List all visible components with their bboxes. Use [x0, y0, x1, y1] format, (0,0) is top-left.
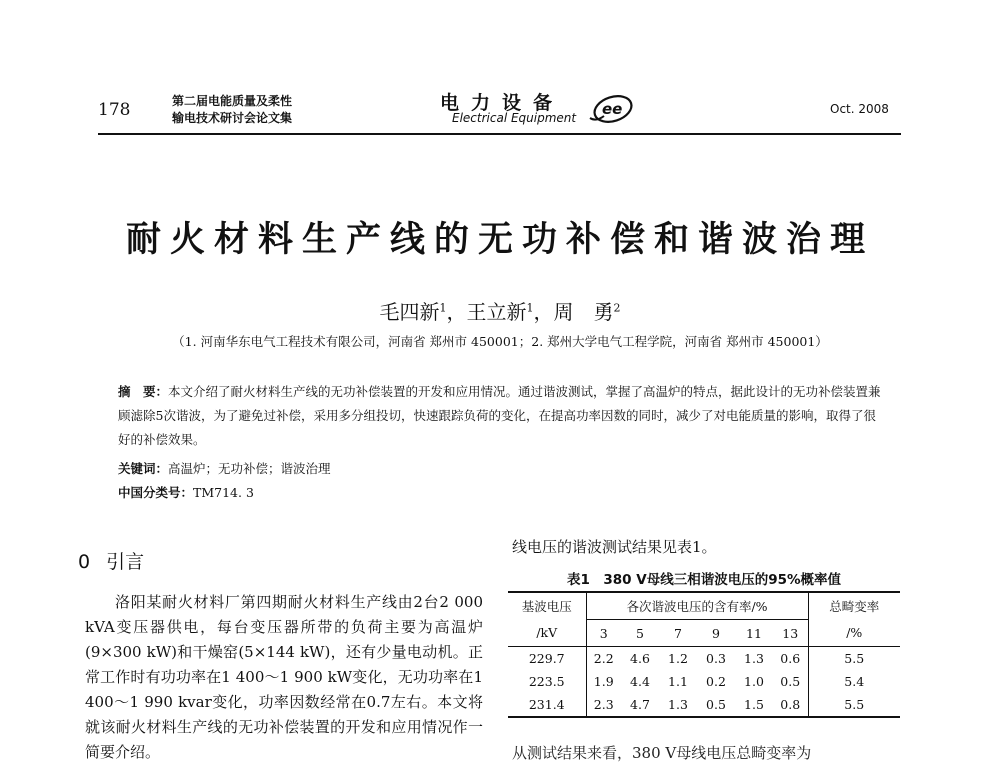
header-divider [98, 133, 901, 135]
cell-base-voltage: 223.5 [508, 670, 586, 693]
conference-name [172, 93, 292, 127]
cell-harmonic: 0.8 [773, 693, 808, 717]
affiliations: （1. 河南华东电气工程技术有限公司，河南省 郑州市 450001；2. 郑州大学电气工程学院，河南省 郑州市 450001） [172, 334, 828, 349]
journal-title-cn: 电力设备 [440, 92, 565, 114]
header-thd: 总畸变率 [808, 592, 900, 620]
cell-harmonic: 1.5 [735, 693, 773, 717]
abstract-text: 本文介绍了耐火材料生产线的无功补偿装置的开发和应用情况。通过谐波测试，掌握了高温炉的特点，据此设计的无功补偿装置兼顾滤除5次谐波，为了避免过补偿，采用多分组投切，快速跟踪负荷的变化，在提高功率因数的同时，减少了对电能质量的影响，取得了很好的补偿效果。 [118, 384, 881, 447]
cell-harmonic: 4.6 [630, 651, 650, 666]
table-row [508, 647, 900, 671]
header-harmonic-group: 各次谐波电压的含有率/% [586, 592, 808, 620]
header-thd-unit: /% [808, 620, 900, 647]
table-caption: 表1 380 V母线三相谐波电压的95%概率值 [566, 572, 842, 588]
abstract-label: 摘 要： [118, 384, 169, 399]
author-affiliation-mark: 2 [613, 301, 621, 315]
classification-number [118, 483, 254, 501]
header-base-unit: /kV [508, 620, 586, 647]
author-name: 毛四新 [379, 300, 440, 324]
cell-harmonic: 0.2 [706, 674, 726, 689]
cell-harmonic: 4.7 [621, 693, 659, 717]
section-number: 0 [78, 551, 91, 573]
abstract [118, 380, 888, 452]
header-order: 7 [659, 620, 697, 647]
conference-line-1: 第二届电能质量及柔性 [172, 94, 293, 108]
header-order: 11 [735, 620, 773, 647]
cell-harmonic: 1.9 [593, 674, 614, 689]
section-title: 引言 [106, 551, 145, 573]
intro-paragraph: 洛阳某耐火材料厂第四期耐火材料生产线由2台2 000 kVA变压器供电，每台变压器所带的负荷主要为高温炉(9×300 kW)和干燥窑(5×144 kW)，还有少量电动机。正常工作时有功功率在1 400～1 900 kW变化，无功功率在1 400～1 990 kvar变化，功率因数经常在0.7左右。本文将就该耐火材料生产线的无功补偿装置的开发和应用情况作一简要介绍。 [85, 593, 483, 761]
cell-harmonic: 0.5 [773, 670, 808, 693]
paper-title: 耐火材料生产线的无功补偿和谐波治理 [125, 219, 874, 260]
keywords-text: 高温炉；无功补偿；谐波治理 [168, 461, 331, 476]
classification-text: TM714. 3 [193, 485, 254, 500]
cell-harmonic: 1.2 [668, 651, 688, 666]
header-order: 13 [773, 620, 808, 647]
conference-line-2: 输电技术研讨会论文集 [172, 111, 293, 125]
keywords-label: 关键词： [118, 461, 169, 476]
author-name: 王立新 [466, 300, 527, 324]
cell-harmonic: 0.3 [706, 651, 726, 666]
cell-harmonic: 1.3 [659, 693, 697, 717]
author-affiliation-mark: 1 [439, 301, 447, 315]
classification-label: 中国分类号： [118, 485, 194, 500]
cell-harmonic: 0.6 [773, 647, 808, 671]
author-affiliation-mark: 1 [526, 301, 534, 315]
table-header-row [508, 592, 900, 620]
cell-harmonic: 0.5 [697, 693, 735, 717]
cell-base-voltage: 229.7 [508, 647, 586, 671]
header-order: 3 [586, 620, 621, 647]
table-reference-text: 线电压的谐波测试结果见表1。 [512, 538, 717, 556]
author-name: 周 勇 [553, 300, 614, 324]
cell-harmonic: 1.0 [744, 674, 764, 689]
cell-thd: 5.4 [844, 674, 865, 689]
journal-title-en: Electrical Equipment [452, 111, 577, 125]
header-order: 5 [621, 620, 659, 647]
cell-harmonic: 2.3 [586, 693, 621, 717]
table-row [508, 670, 900, 693]
table-row [508, 693, 900, 717]
harmonic-voltage-table [508, 591, 900, 718]
section-heading [78, 547, 144, 574]
logo-text: ee [602, 100, 623, 118]
cell-harmonic: 1.3 [744, 651, 764, 666]
journal-logo-icon [586, 92, 636, 126]
issue-date: Oct. 2008 [830, 102, 889, 116]
cell-thd: 5.5 [808, 693, 900, 717]
table-header-row [508, 620, 900, 647]
page-number: 178 [98, 100, 131, 120]
header-order: 9 [697, 620, 735, 647]
cell-harmonic: 2.2 [593, 651, 614, 666]
author-list: 毛四新$^1$，王立新$^1$，周 勇$^2$ [379, 300, 621, 324]
cell-harmonic: 4.4 [630, 674, 650, 689]
keywords [118, 459, 331, 477]
cell-harmonic: 1.1 [668, 674, 688, 689]
cell-base-voltage: 231.4 [508, 693, 586, 717]
header-base-voltage: 基波电压 [508, 592, 586, 620]
cell-thd: 5.5 [844, 651, 865, 666]
cut-off-paragraph: 从测试结果来看，380 V母线电压总畸变率为 [512, 744, 812, 762]
